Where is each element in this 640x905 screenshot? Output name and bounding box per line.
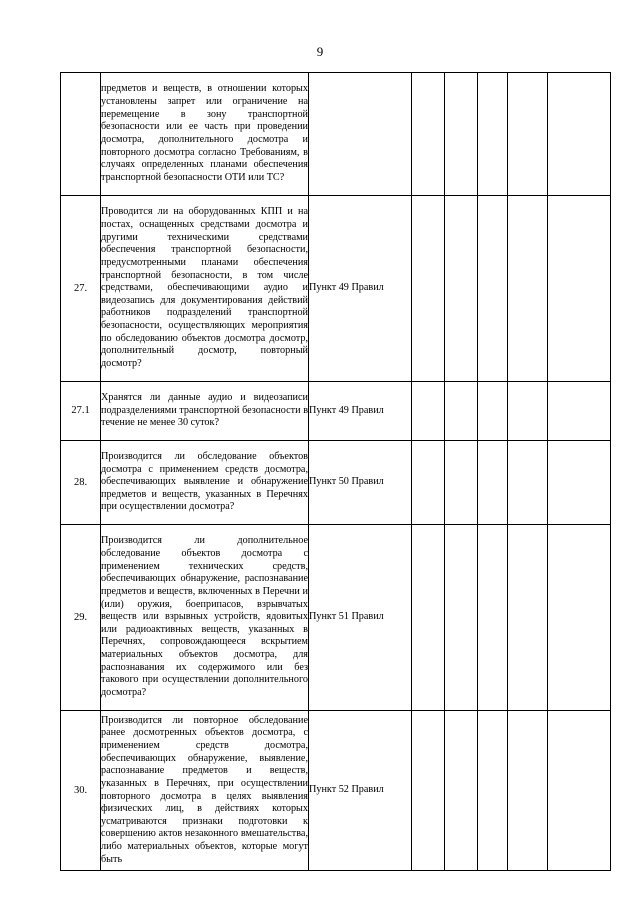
answer-cell-4	[508, 382, 548, 441]
reference-cell: Пункт 50 Правил	[309, 441, 412, 525]
answer-cell-1	[412, 525, 445, 711]
answer-cell-2	[445, 382, 478, 441]
answer-cell-5	[548, 711, 611, 871]
answer-cell-4	[508, 441, 548, 525]
answer-cell-4	[508, 73, 548, 196]
answer-cell-5	[548, 525, 611, 711]
table-row	[61, 196, 611, 382]
answer-cell-1	[412, 382, 445, 441]
question-cell	[101, 382, 309, 441]
answer-cell-5	[548, 441, 611, 525]
question-text: Проводится ли на оборудованных КПП и на постах, оснащенных средствами досмотра и другими техническими средствами обеспечения транспортной безопасности, предусмотренными планами обеспечения транспортной безопасности, в том числе средствами, обеспечивающими аудио и видеозапись для документирования действий работников подразделений транспортной безопасности, осуществляющих мероприятия по обследованию объектов досмотра досмотр, дополнительный досмотр, повторный досмотр?	[101, 206, 308, 370]
answer-cell-2	[445, 525, 478, 711]
answer-cell-3	[478, 711, 508, 871]
question-cell	[101, 441, 309, 525]
table-row	[61, 441, 611, 525]
question-text: Производится ли дополнительное обследование объектов досмотра с применением технических средств, обеспечивающих обнаружение, распознавание предметов и веществ, включенных в Перечни и (или) оружия, боеприпасов, взрывчатых веществ или взрывных устройств, ядовитых или радиоактивных веществ, указанных в Перечнях, сопровождающееся вскрытием материальных объектов досмотра, для распознавания их содержимого или без такового при осуществлении дополнительного досмотра?	[101, 535, 308, 699]
answer-cell-2	[445, 73, 478, 196]
reference-cell: Пункт 51 Правил	[309, 525, 412, 711]
answer-cell-4	[508, 525, 548, 711]
answer-cell-5	[548, 382, 611, 441]
answer-cell-4	[508, 196, 548, 382]
question-cell	[101, 525, 309, 711]
row-number: 27.	[61, 196, 101, 382]
table-row	[61, 525, 611, 711]
page-number: 9	[316, 44, 324, 59]
answer-cell-1	[412, 196, 445, 382]
answer-cell-3	[478, 196, 508, 382]
table-row	[61, 73, 611, 196]
answer-cell-2	[445, 441, 478, 525]
question-cell	[101, 711, 309, 871]
question-cell	[101, 73, 309, 196]
answer-cell-5	[548, 196, 611, 382]
answer-cell-1	[412, 73, 445, 196]
reference-cell: Пункт 49 Правил	[309, 196, 412, 382]
row-number: 27.1	[61, 382, 101, 441]
answer-cell-4	[508, 711, 548, 871]
checklist-table	[60, 72, 611, 871]
answer-cell-5	[548, 73, 611, 196]
row-number: 28.	[61, 441, 101, 525]
answer-cell-1	[412, 441, 445, 525]
answer-cell-3	[478, 441, 508, 525]
row-number: 29.	[61, 525, 101, 711]
answer-cell-3	[478, 382, 508, 441]
table-row	[61, 711, 611, 871]
question-text: Хранятся ли данные аудио и видеозаписи подразделениями транспортной безопасности в течение не менее 30 суток?	[101, 392, 308, 429]
answer-cell-3	[478, 525, 508, 711]
reference-cell: Пункт 49 Правил	[309, 382, 412, 441]
row-number	[61, 73, 101, 196]
question-text: предметов и веществ, в отношении которых установлены запрет или ограничение на перемещение в зону транспортной безопасности или ее часть при проведении досмотра, дополнительного досмотра и повторного досмотра согласно Требованиям, в случаях определенных планами обеспечения транспортной безопасности ОТИ или ТС?	[101, 83, 308, 183]
reference-cell: Пункт 52 Правил	[309, 711, 412, 871]
question-text: Производится ли обследование объектов досмотра с применением средств досмотра, обеспечивающих выявление и обнаружение предметов и веществ, указанных в Перечнях при осуществлении досмотра?	[101, 450, 308, 513]
row-number: 30.	[61, 711, 101, 871]
table-row	[61, 382, 611, 441]
question-cell	[101, 196, 309, 382]
answer-cell-3	[478, 73, 508, 196]
answer-cell-1	[412, 711, 445, 871]
answer-cell-2	[445, 711, 478, 871]
question-text: Производится ли повторное обследование ранее досмотренных объектов досмотра, с применением средств досмотра, обеспечивающих обнаружение, выявление, распознавание предметов и веществ, указанных в Перечнях, при осуществлении повторного досмотра в целях выявления физических лиц, в действиях которых усматриваются признаки подготовки к совершению актов незаконного вмешательства, либо материальных объектов, которые могут быть	[101, 714, 308, 865]
answer-cell-2	[445, 196, 478, 382]
reference-cell	[309, 73, 412, 196]
